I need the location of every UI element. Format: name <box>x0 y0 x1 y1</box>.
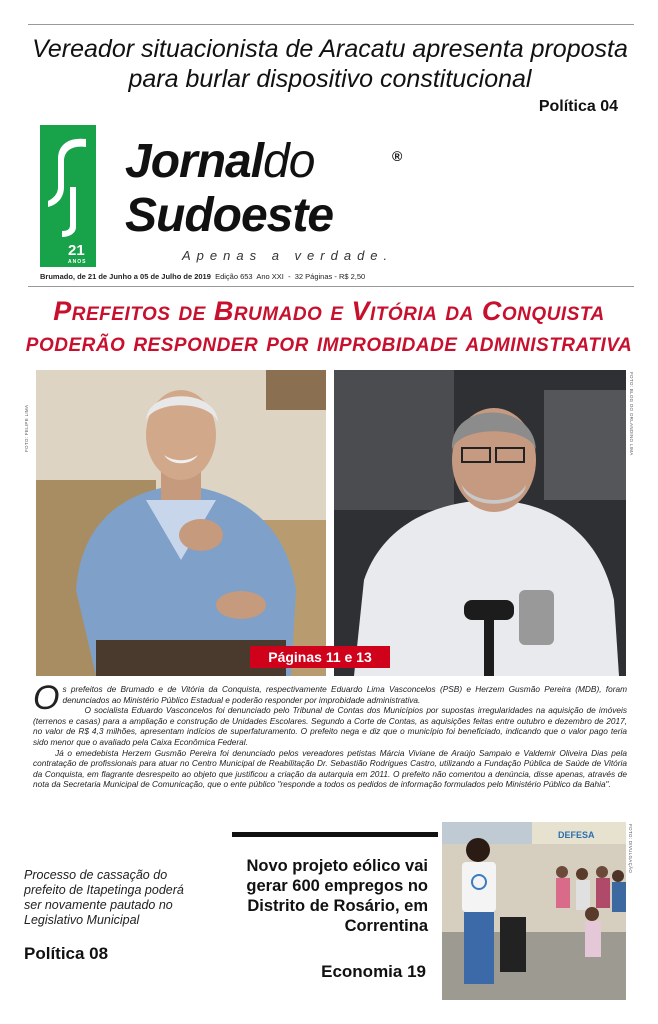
logo-s-icon <box>46 135 90 240</box>
right-teaser-section[interactable]: Economia 19 <box>321 962 426 981</box>
top-section-label[interactable]: Política 04 <box>538 98 618 115</box>
edition-date: Brumado, de 21 de Junho a 05 de Julho de 2019 <box>40 272 211 281</box>
photo-sign-text: DEFESA <box>558 830 595 840</box>
edition-sep: - <box>288 272 291 281</box>
photo-left-illustration <box>36 370 326 676</box>
edition-year: Ano XXI <box>256 272 284 281</box>
logo-years-label: ANOS <box>68 259 87 265</box>
edition-pages: 32 Páginas <box>294 272 333 281</box>
teaser-divider-bar <box>232 832 438 837</box>
dropcap: O <box>33 679 60 717</box>
edition-line <box>40 272 365 281</box>
edition-sep-2: - <box>334 272 337 281</box>
masthead-rule <box>28 286 634 287</box>
photo-credit-left: FOTO: FELIPE LIMA <box>24 404 29 452</box>
paragraph-3: Já o emedebista Herzem Gusmão Pereira foi denunciado pelos vereadores petistas Márcia Viviane de Araújo Sampaio e Valdemir Oliveira Dias pela contratação de profissionais para atuar no Centro Municipal de Reabilitação Dr. Sebastião Rodrigues Castro, utilizando a Fundação Pública de Saúde de Vitória da Conquista, em flagrante desrespeito ao objeto que justificou a criação da autarquia em 2011. O prefeito não comentou a denúncia, disse apenas, através de nota da Secretaria Municipal de Comunicação, que o ente público "responde a todos os pedidos de informação formulados pelo Ministério Público da Bahia". <box>33 747 627 790</box>
newspaper-logo <box>40 125 96 267</box>
left-teaser-text[interactable]: Processo de cassação do prefeito de Itapetinga poderá ser novamente pautado no Legislativo Municipal <box>24 868 184 927</box>
pages-badge[interactable]: Páginas 11 e 13 <box>250 646 390 668</box>
top-headline[interactable]: Vereador situacionista de Aracatu apresenta proposta para burlar dispositivo constitucional <box>32 35 628 93</box>
photo-right-illustration <box>334 370 626 676</box>
photo-right-mayor[interactable] <box>334 370 626 676</box>
photo-credit-right: FOTO: BLOG DO ORLANDINO LIMA <box>629 372 634 456</box>
photo-meeting-illustration <box>442 822 626 1000</box>
registered-mark: ® <box>392 148 403 164</box>
paragraph-1: s prefeitos de Brumado e de Vitória da Conquista, respectivamente Eduardo Lima Vasconcelos (PSB) e Herzem Gusmão Pereira (MDB), foram denunciados ao Ministério Público Estadual e poderão responder por improbidade administrativa. <box>62 684 627 705</box>
brand-line-1 <box>125 136 314 188</box>
logo-years-number: 21 <box>68 242 85 259</box>
photo-credit-teaser: FOTO: DIVULGAÇÃO <box>628 824 633 874</box>
photo-left-mayor[interactable] <box>36 370 326 676</box>
brand-jornal: Jornal <box>125 135 264 188</box>
brand-do: do <box>263 135 315 188</box>
top-rule <box>28 24 634 25</box>
left-teaser-section[interactable]: Política 08 <box>24 944 109 963</box>
edition-number: Edição 653 <box>215 272 253 281</box>
main-story-body <box>33 679 627 790</box>
edition-price: R$ 2,50 <box>338 272 366 281</box>
photo-wind-project-meeting[interactable] <box>442 822 626 1000</box>
logo-years <box>68 243 86 265</box>
paragraph-2: O socialista Eduardo Vasconcelos foi denunciado pelo Tribunal de Contas dos Municípios por supostas irregularidades na aquisição de imóveis (terrenos e casas) para a ampliação e construção de Unidades Escolares. Segundo a Corte de Contas, as aquisições feitas entre outubro e dezembro de 2017, no valor de R$ 4,3 milhões, apresentam indícios de superfaturamento. O prefeito nega e diz que o município foi beneficiado, indicando que o valor pago teria sido menor que o avaliado pela Caixa Econômica Federal. <box>33 705 627 747</box>
right-teaser-headline[interactable]: Novo projeto eólico vai gerar 600 empregos no Distrito de Rosário, em Correntina <box>246 857 428 935</box>
main-headline[interactable]: Prefeitos de Brumado e Vitória da Conquista poderão responder por improbidade administrativa <box>25 296 633 357</box>
brand-sudoeste: Sudoeste <box>125 189 334 242</box>
slogan: Apenas a verdade. <box>182 248 394 263</box>
